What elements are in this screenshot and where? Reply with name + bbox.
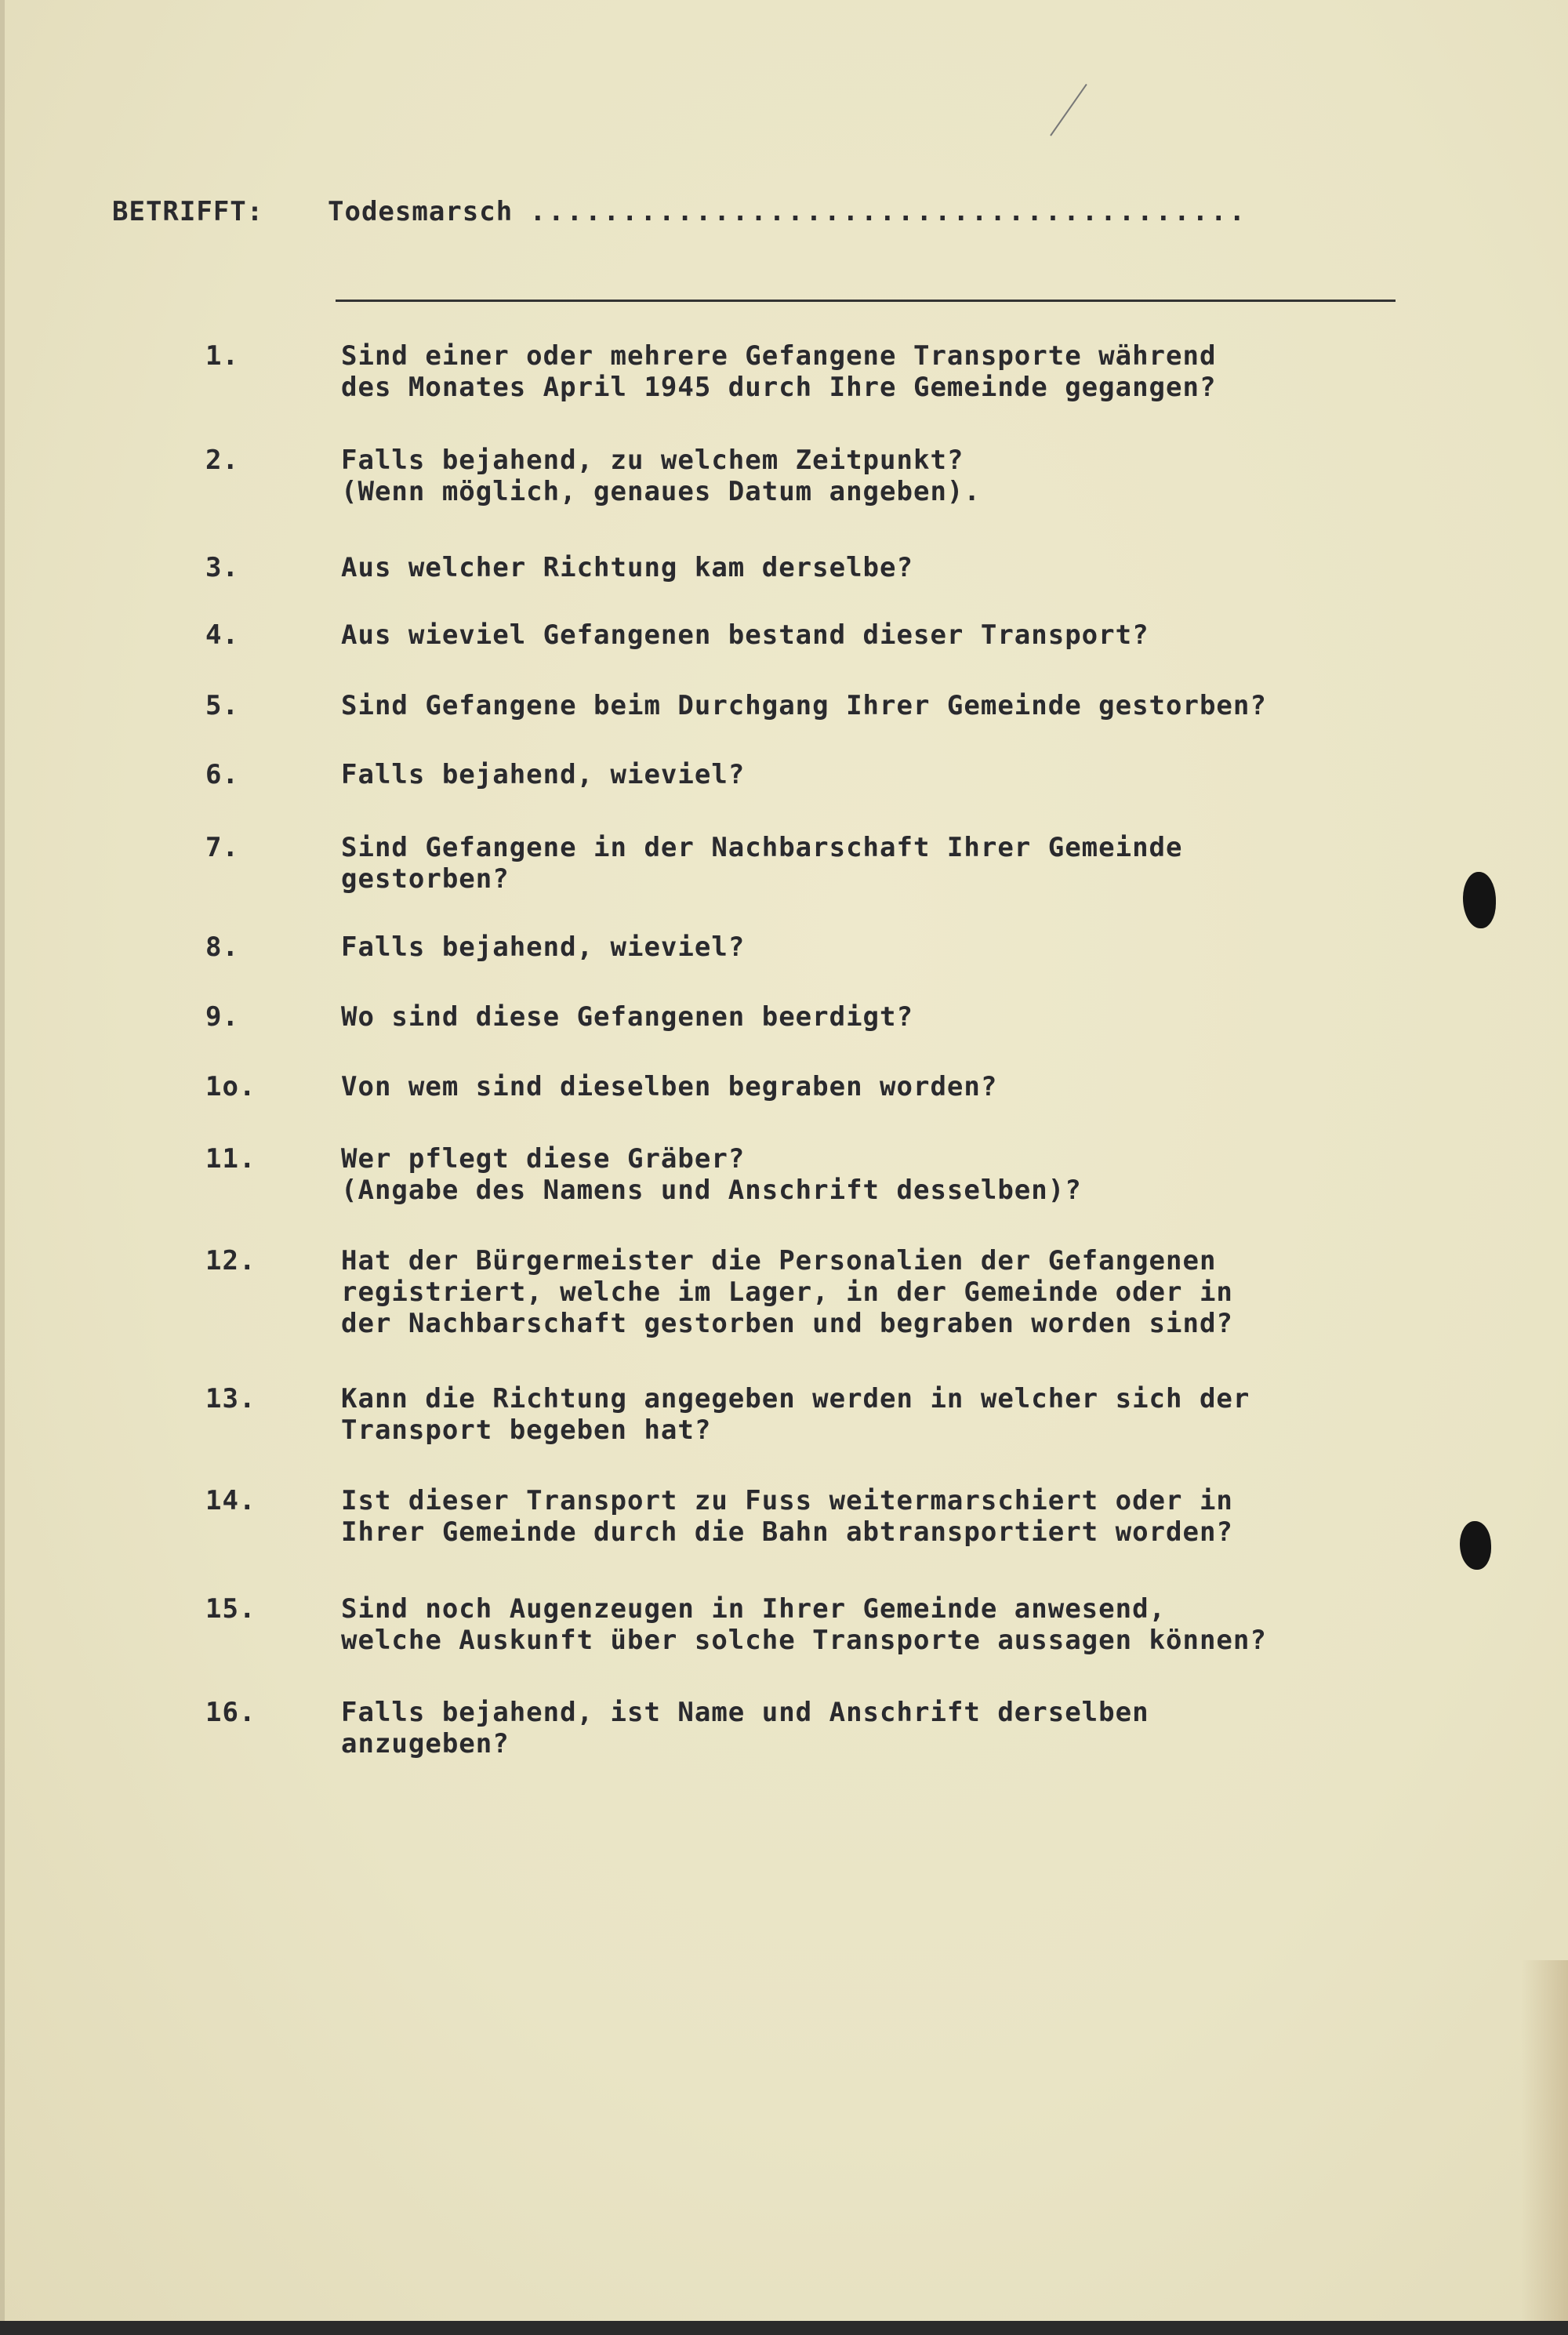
question-text — [341, 1383, 1454, 1446]
question-line: des Monates April 1945 durch Ihre Gemeinde gegangen? — [341, 372, 1217, 403]
question-number: 13. — [205, 1383, 256, 1414]
ink-blot — [1463, 872, 1496, 928]
question-line: Aus welcher Richtung kam derselbe? — [341, 552, 913, 583]
question-line: Falls bejahend, wieviel? — [341, 931, 746, 963]
question-number: 11. — [205, 1143, 256, 1175]
question-number: 1. — [205, 340, 239, 372]
question-line: Sind Gefangene in der Nachbarschaft Ihrer Gemeinde — [341, 832, 1183, 863]
question-line: der Nachbarschaft gestorben und begraben worden sind? — [341, 1308, 1233, 1339]
question-text — [341, 619, 1454, 651]
question-line: Sind einer oder mehrere Gefangene Transporte während — [341, 340, 1217, 372]
question-line: Transport begeben hat? — [341, 1414, 712, 1446]
question-text — [341, 552, 1454, 583]
question-line: Wer pflegt diese Gräber? — [341, 1143, 746, 1175]
question-line: Hat der Bürgermeister die Personalien der Gefangenen — [341, 1245, 1217, 1276]
question-text — [341, 1697, 1454, 1759]
paper-left-edge — [0, 0, 5, 2335]
question-number: 3. — [205, 552, 239, 583]
question-line: gestorben? — [341, 863, 510, 895]
question-line: Ihrer Gemeinde durch die Bahn abtransportiert worden? — [341, 1516, 1233, 1548]
subject-line — [112, 196, 1398, 227]
question-text — [341, 1485, 1454, 1548]
question-number: 7. — [205, 832, 239, 863]
question-text — [341, 759, 1454, 790]
question-text — [341, 340, 1454, 403]
question-text — [341, 1001, 1454, 1033]
subject-label: BETRIFFT: — [112, 196, 264, 227]
question-line: Falls bejahend, ist Name und Anschrift derselben — [341, 1697, 1149, 1728]
question-text — [341, 690, 1454, 721]
question-number: 16. — [205, 1697, 256, 1728]
question-text — [341, 832, 1454, 895]
question-line: Von wem sind dieselben begraben worden? — [341, 1071, 998, 1102]
paper-stain — [1521, 1960, 1568, 2335]
question-line: registriert, welche im Lager, in der Gemeinde oder in — [341, 1276, 1233, 1308]
question-number: 2. — [205, 445, 239, 476]
question-line: Kann die Richtung angegeben werden in welcher sich der — [341, 1383, 1250, 1414]
question-number: 6. — [205, 759, 239, 790]
question-line: welche Auskunft über solche Transporte aussagen können? — [341, 1625, 1267, 1656]
question-number: 12. — [205, 1245, 256, 1276]
subject-underline — [336, 300, 1396, 302]
question-number: 9. — [205, 1001, 239, 1033]
pencil-mark — [1050, 84, 1087, 136]
question-line: Falls bejahend, zu welchem Zeitpunkt? — [341, 445, 964, 476]
question-line: (Angabe des Namens und Anschrift desselben)? — [341, 1175, 1082, 1206]
question-line: Ist dieser Transport zu Fuss weitermarschiert oder in — [341, 1485, 1233, 1516]
question-line: anzugeben? — [341, 1728, 510, 1759]
question-text — [341, 1593, 1454, 1656]
ink-blot — [1460, 1521, 1491, 1570]
question-text — [341, 1245, 1454, 1339]
question-text — [341, 931, 1454, 963]
scan-bottom-edge — [0, 2321, 1568, 2335]
question-line: Sind noch Augenzeugen in Ihrer Gemeinde anwesend, — [341, 1593, 1167, 1625]
subject-text: Todesmarsch — [328, 196, 514, 227]
question-number: 5. — [205, 690, 239, 721]
question-line: Sind Gefangene beim Durchgang Ihrer Gemeinde gestorben? — [341, 690, 1267, 721]
question-number: 4. — [205, 619, 239, 651]
question-line: (Wenn möglich, genaues Datum angeben). — [341, 476, 981, 507]
question-number: 15. — [205, 1593, 256, 1625]
question-line: Wo sind diese Gefangenen beerdigt? — [341, 1001, 913, 1033]
question-text — [341, 1143, 1454, 1206]
question-line: Aus wieviel Gefangenen bestand dieser Transport? — [341, 619, 1149, 651]
subject-dots: ....................................... — [529, 196, 1247, 227]
question-number: 1o. — [205, 1071, 256, 1102]
question-text — [341, 445, 1454, 507]
question-text — [341, 1071, 1454, 1102]
question-number: 8. — [205, 931, 239, 963]
question-number: 14. — [205, 1485, 256, 1516]
question-line: Falls bejahend, wieviel? — [341, 759, 746, 790]
